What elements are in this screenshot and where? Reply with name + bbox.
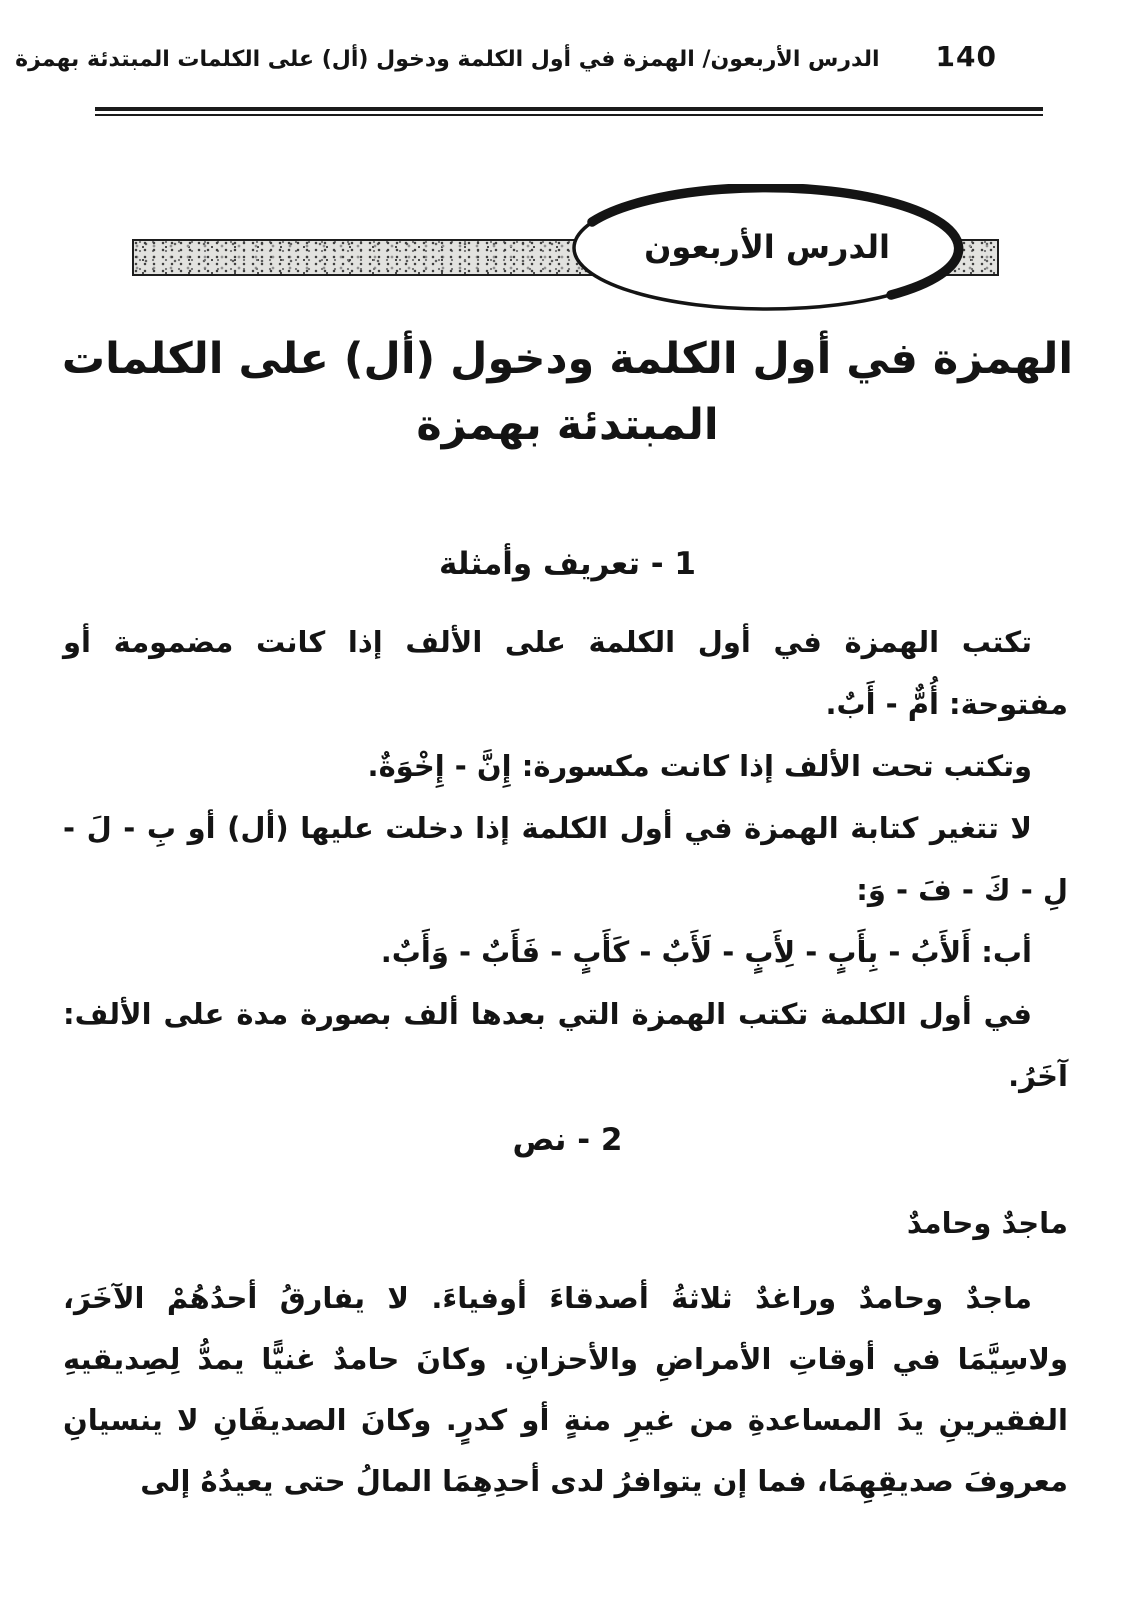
running-header-title: الدرس الأربعون/ الهمزة في أول الكلمة ودخول (أل) على الكلمات المبتدئة بهمزة	[15, 47, 880, 72]
paragraph: تكتب الهمزة في أول الكلمة على الألف إذا كانت مضمومة أو مفتوحة: أُمٌّ - أَبٌ.	[63, 625, 1068, 721]
section-2-body	[63, 1268, 1068, 1512]
section-1-heading: 1 - تعريف وأمثلة	[439, 546, 696, 582]
paragraph: لا تتغير كتابة الهمزة في أول الكلمة إذا دخلت عليها (أل) أو بِ - لَ - لِ - كَ - فَ - وَ:	[63, 811, 1068, 907]
section-2-heading: 2 - نص	[512, 1122, 623, 1158]
lesson-badge	[0, 184, 1135, 316]
running-header	[15, 40, 997, 73]
main-title-line-2: المبتدئة بهمزة	[416, 400, 719, 450]
section-1-body	[63, 611, 1068, 1107]
header-double-rule	[95, 107, 1043, 116]
badge-label: الدرس الأربعون	[644, 228, 890, 266]
paragraph: أب: أَلأَبُ - بِأَبٍ - لِأَبٍ - لَأَبٌ - كَأَبٍ - فَأَبٌ - وَأَبٌ.	[380, 935, 1032, 969]
page-number: 140	[935, 40, 997, 73]
story-title: ماجدٌ وحامدٌ	[906, 1206, 1068, 1240]
main-title	[60, 326, 1075, 458]
paragraph: وتكتب تحت الألف إذا كانت مكسورة: إِنَّ - إِخْوَةٌ.	[367, 749, 1032, 783]
main-title-line-1: الهمزة في أول الكلمة ودخول (أل) على الكلمات	[61, 334, 1074, 384]
paragraph: ماجدٌ وحامدٌ وراغدٌ ثلاثةُ أصدقاءَ أوفياءَ. لا يفارقُ أحدُهُمْ الآخَرَ، ولاسِيَّمَا في أوقاتِ الأمراضِ والأحزانِ. وكانَ حامدٌ غنيًّا يمدُّ لِصِديقيهِ الفقيرينِ يدَ المساعدةِ من غيرِ منةٍ أو كدرٍ. وكانَ الصديقَانِ لا ينسيانِ معروفَ صديقِهِمَا، فما إن يتوافرُ لدى أحدِهِمَا المالُ حتى يعيدُهُ إلى	[63, 1281, 1068, 1498]
paragraph: في أول الكلمة تكتب الهمزة التي بعدها ألف بصورة مدة على الألف: آخَرُ.	[63, 997, 1068, 1093]
